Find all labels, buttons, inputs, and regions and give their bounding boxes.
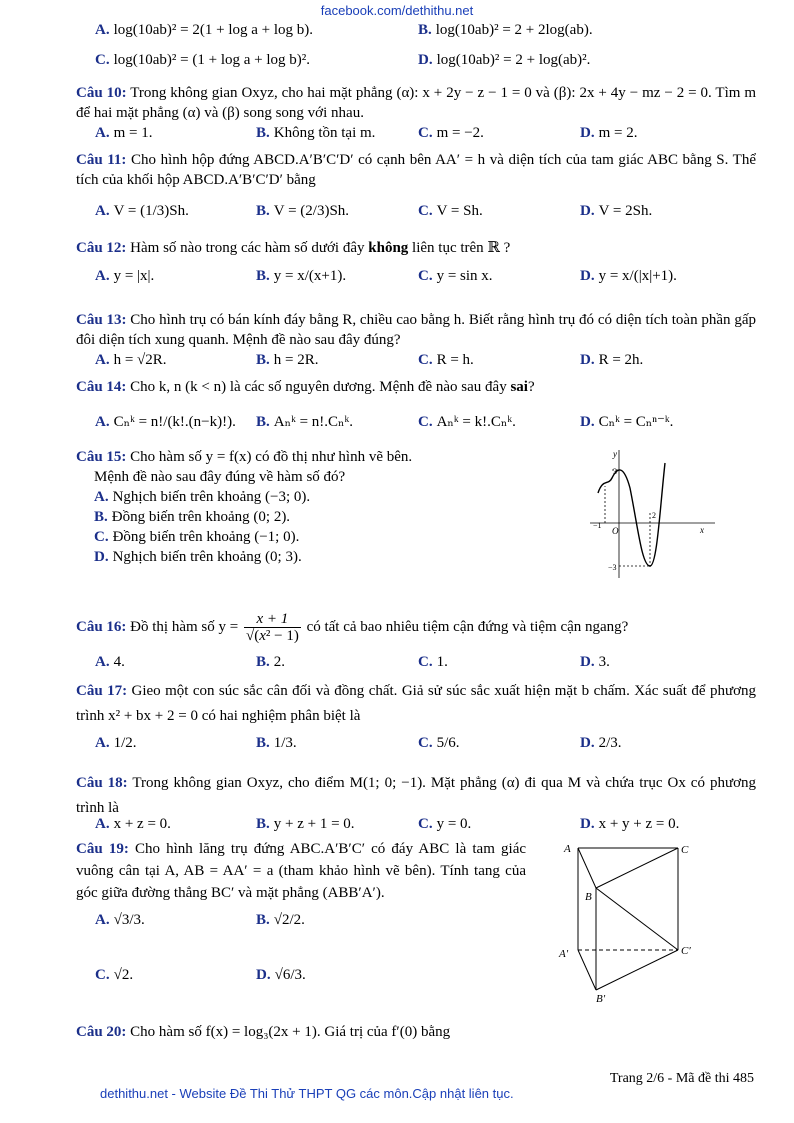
question-17 bbox=[76, 679, 756, 729]
q10-options bbox=[0, 125, 794, 145]
tick-label: −3 bbox=[608, 563, 617, 572]
q15-option-d[interactable]: D. Nghịch biến trên khoảng (0; 3). bbox=[94, 549, 302, 565]
q17-option-a[interactable]: A. 1/2. bbox=[95, 735, 137, 751]
tick-label: 2 bbox=[652, 511, 656, 520]
q11-option-a[interactable]: A. V = (1/3)Sh. bbox=[95, 203, 189, 219]
origin-label: O bbox=[612, 526, 619, 536]
question-label: Câu 10: bbox=[76, 85, 127, 101]
function-graph bbox=[590, 448, 720, 583]
question-16: Câu 16: Đồ thị hàm số y = $\frac{x + 1}{\text{√(x² − 1)}}$ có tất cả bao nhiêu tiệm cận đứng và tiệm cận ngang? bbox=[76, 611, 629, 644]
q16-option-c[interactable]: C. 1. bbox=[418, 654, 448, 670]
tick-label: 3 bbox=[613, 467, 617, 476]
q14-option-b[interactable]: B. Aₙᵏ = n!.Cₙᵏ. bbox=[256, 414, 353, 430]
edge-bc bbox=[596, 848, 678, 888]
question-label: Câu 14: bbox=[76, 379, 127, 395]
question-text: Cho hình hộp đứng ABCD.A′B′C′D′ có cạnh bên AA′ = h và diện tích của tam giác ABC bằng S. Thể tích của khối hộp ABCD.A′B′C′D′ bằng bbox=[76, 152, 756, 188]
q18-option-c[interactable]: C. y = 0. bbox=[418, 816, 472, 832]
q10-option-c[interactable]: C. m = −2. bbox=[418, 125, 484, 141]
question-label: Câu 12: bbox=[76, 240, 127, 256]
question-12: Câu 12: Hàm số nào trong các hàm số dưới đây không liên tục trên ℝ ? bbox=[76, 240, 511, 256]
q15-option-c[interactable]: C. Đồng biến trên khoảng (−1; 0). bbox=[94, 529, 300, 545]
q16-options bbox=[0, 654, 794, 674]
question-label: Câu 19: bbox=[76, 841, 129, 857]
question-text: Cho hình lăng trụ đứng ABC.A′B′C′ có đáy ABC là tam giác vuông cân tại A, AB = AA′ = a (tham khảo hình vẽ bên). Tính tang của góc giữa đường thẳng BC′ và mặt phẳng (ABB′A′). bbox=[76, 841, 527, 901]
q19-option-c[interactable]: C. √2. bbox=[95, 967, 134, 983]
q9-option-d[interactable]: D. log(10ab)² = 2 + log(ab)². bbox=[418, 52, 591, 68]
question-label: Câu 13: bbox=[76, 312, 127, 328]
q13-option-a[interactable]: A. h = √2R. bbox=[95, 352, 167, 368]
page-number: Trang 2/6 - Mã đề thi 485 bbox=[609, 1071, 754, 1086]
q18-options bbox=[0, 816, 794, 836]
vertex-label: A′ bbox=[559, 948, 569, 960]
q11-options bbox=[0, 203, 794, 223]
q12-option-a[interactable]: A. y = |x|. bbox=[95, 268, 155, 284]
question-label: Câu 11: bbox=[76, 152, 127, 168]
question-label: Câu 15: bbox=[76, 449, 127, 465]
q11-option-d[interactable]: D. V = 2Sh. bbox=[580, 203, 653, 219]
prism-figure bbox=[558, 840, 708, 1005]
q19-options bbox=[0, 912, 560, 1002]
q14-option-d[interactable]: D. Cₙᵏ = Cₙⁿ⁻ᵏ. bbox=[580, 414, 674, 430]
question-text: Gieo một con súc sắc cân đối và đồng chất. Giả sử súc sắc xuất hiện mặt b chấm. Xác suất để phương trình x² + bx + 2 = 0 có hai nghiệm phân biệt là bbox=[76, 683, 757, 724]
vertex-label: B′ bbox=[596, 993, 606, 1005]
q17-options bbox=[0, 735, 794, 755]
q14-option-a[interactable]: A. Cₙᵏ = n!/(k!.(n−k)!). bbox=[95, 414, 236, 430]
x-axis-label: x bbox=[700, 525, 704, 535]
q11-option-b[interactable]: B. V = (2/3)Sh. bbox=[256, 203, 350, 219]
question-subtext: Mệnh đề nào sau đây đúng về hàm số đó? bbox=[94, 469, 346, 485]
q16-option-d[interactable]: D. 3. bbox=[580, 654, 610, 670]
vertex-label: C′ bbox=[681, 945, 691, 957]
question-text: Cho hàm số f(x) = log₃(2x + 1). Giá trị của f′(0) bằng bbox=[130, 1024, 451, 1040]
q12-options bbox=[0, 268, 794, 288]
q10-option-b[interactable]: B. Không tồn tại m. bbox=[256, 125, 376, 141]
q15-option-a[interactable]: A. Nghịch biến trên khoảng (−3; 0). bbox=[94, 489, 311, 505]
q17-option-d[interactable]: D. 2/3. bbox=[580, 735, 622, 751]
question-19 bbox=[76, 838, 526, 904]
q13-option-d[interactable]: D. R = 2h. bbox=[580, 352, 644, 368]
q10-option-a[interactable]: A. m = 1. bbox=[95, 125, 153, 141]
vertex-label: A bbox=[564, 843, 571, 855]
q11-option-c[interactable]: C. V = Sh. bbox=[418, 203, 483, 219]
y-axis-label: y bbox=[613, 449, 617, 459]
edge-a1b1 bbox=[578, 950, 596, 990]
q12-option-c[interactable]: C. y = sin x. bbox=[418, 268, 493, 284]
q14-options bbox=[0, 412, 794, 432]
q16-option-b[interactable]: B. 2. bbox=[256, 654, 286, 670]
question-10 bbox=[76, 83, 756, 123]
question-11 bbox=[76, 150, 756, 190]
question-text: Trong không gian Oxyz, cho hai mặt phẳng (α): x + 2y − z − 1 = 0 và (β): 2x + 4y − mz − 2 = 0. Tìm m để hai mặt phẳng (α) và (β) song song với nhau. bbox=[76, 85, 756, 121]
question-text: Trong không gian Oxyz, cho điểm M(1; 0; −1). Mặt phẳng (α) đi qua M và chứa trục Ox có phương trình là bbox=[76, 775, 757, 816]
question-18 bbox=[76, 771, 756, 821]
q18-option-b[interactable]: B. y + z + 1 = 0. bbox=[256, 816, 355, 832]
q13-option-c[interactable]: C. R = h. bbox=[418, 352, 474, 368]
q9-option-c[interactable]: C. log(10ab)² = (1 + log a + log b)². bbox=[95, 52, 311, 68]
q17-option-c[interactable]: C. 5/6. bbox=[418, 735, 460, 751]
question-20 bbox=[76, 1022, 756, 1042]
edge-b1c1 bbox=[596, 950, 678, 990]
q16-option-a[interactable]: A. 4. bbox=[95, 654, 125, 670]
q17-option-b[interactable]: B. 1/3. bbox=[256, 735, 297, 751]
question-text: Cho hình trụ có bán kính đáy bằng R, chiều cao bằng h. Biết rằng hình trụ đó có diện tích toàn phần gấp đôi diện tích xung quanh. Mệnh đề nào sau đây đúng? bbox=[76, 312, 757, 348]
question-13 bbox=[76, 310, 756, 350]
emphasis-word: sai bbox=[510, 379, 528, 395]
q18-option-a[interactable]: A. x + z = 0. bbox=[95, 816, 171, 832]
question-label: Câu 17: bbox=[76, 683, 128, 699]
q18-option-d[interactable]: D. x + y + z = 0. bbox=[580, 816, 680, 832]
q13-option-b[interactable]: B. h = 2R. bbox=[256, 352, 319, 368]
q19-option-a[interactable]: A. √3/3. bbox=[95, 912, 145, 928]
q15-option-b[interactable]: B. Đồng biến trên khoảng (0; 2). bbox=[94, 509, 291, 525]
question-label: Câu 20: bbox=[76, 1024, 127, 1040]
q14-option-c[interactable]: C. Aₙᵏ = k!.Cₙᵏ. bbox=[418, 414, 516, 430]
q12-option-d[interactable]: D. y = x/(|x|+1). bbox=[580, 268, 677, 284]
header-website-link[interactable]: facebook.com/dethithu.net bbox=[320, 3, 474, 18]
q19-option-b[interactable]: B. √2/2. bbox=[256, 912, 305, 928]
q19-option-d[interactable]: D. √6/3. bbox=[256, 967, 306, 983]
fraction: $\frac{x + 1}{\text{√(x² − 1)}}$ bbox=[245, 611, 299, 644]
footer-website-link[interactable]: dethithu.net - Website Đề Thi Thử THPT QG các môn.Cập nhật liên tục. bbox=[100, 1086, 514, 1101]
question-text: Cho hàm số y = f(x) có đồ thị như hình vẽ bên. bbox=[130, 449, 413, 465]
vertex-label: C bbox=[681, 844, 689, 856]
question-14: Câu 14: Cho k, n (k < n) là các số nguyên dương. Mệnh đề nào sau đây sai? bbox=[76, 379, 535, 395]
tick-label: −1 bbox=[593, 521, 602, 530]
q9-options bbox=[0, 22, 794, 72]
question-15 bbox=[76, 447, 576, 567]
edge-ab bbox=[578, 848, 596, 888]
vertex-label: B bbox=[585, 891, 592, 903]
q10-option-d[interactable]: D. m = 2. bbox=[580, 125, 638, 141]
question-label: Câu 18: bbox=[76, 775, 128, 791]
segment-bc1 bbox=[596, 888, 678, 950]
question-label: Câu 16: bbox=[76, 618, 127, 635]
q9-option-b[interactable]: B. log(10ab)² = 2 + 2log(ab). bbox=[418, 22, 593, 38]
q12-option-b[interactable]: B. y = x/(x+1). bbox=[256, 268, 347, 284]
q9-option-a[interactable]: A. log(10ab)² = 2(1 + log a + log b). bbox=[95, 22, 314, 38]
q13-options bbox=[0, 352, 794, 372]
emphasis-word: không bbox=[368, 240, 409, 256]
